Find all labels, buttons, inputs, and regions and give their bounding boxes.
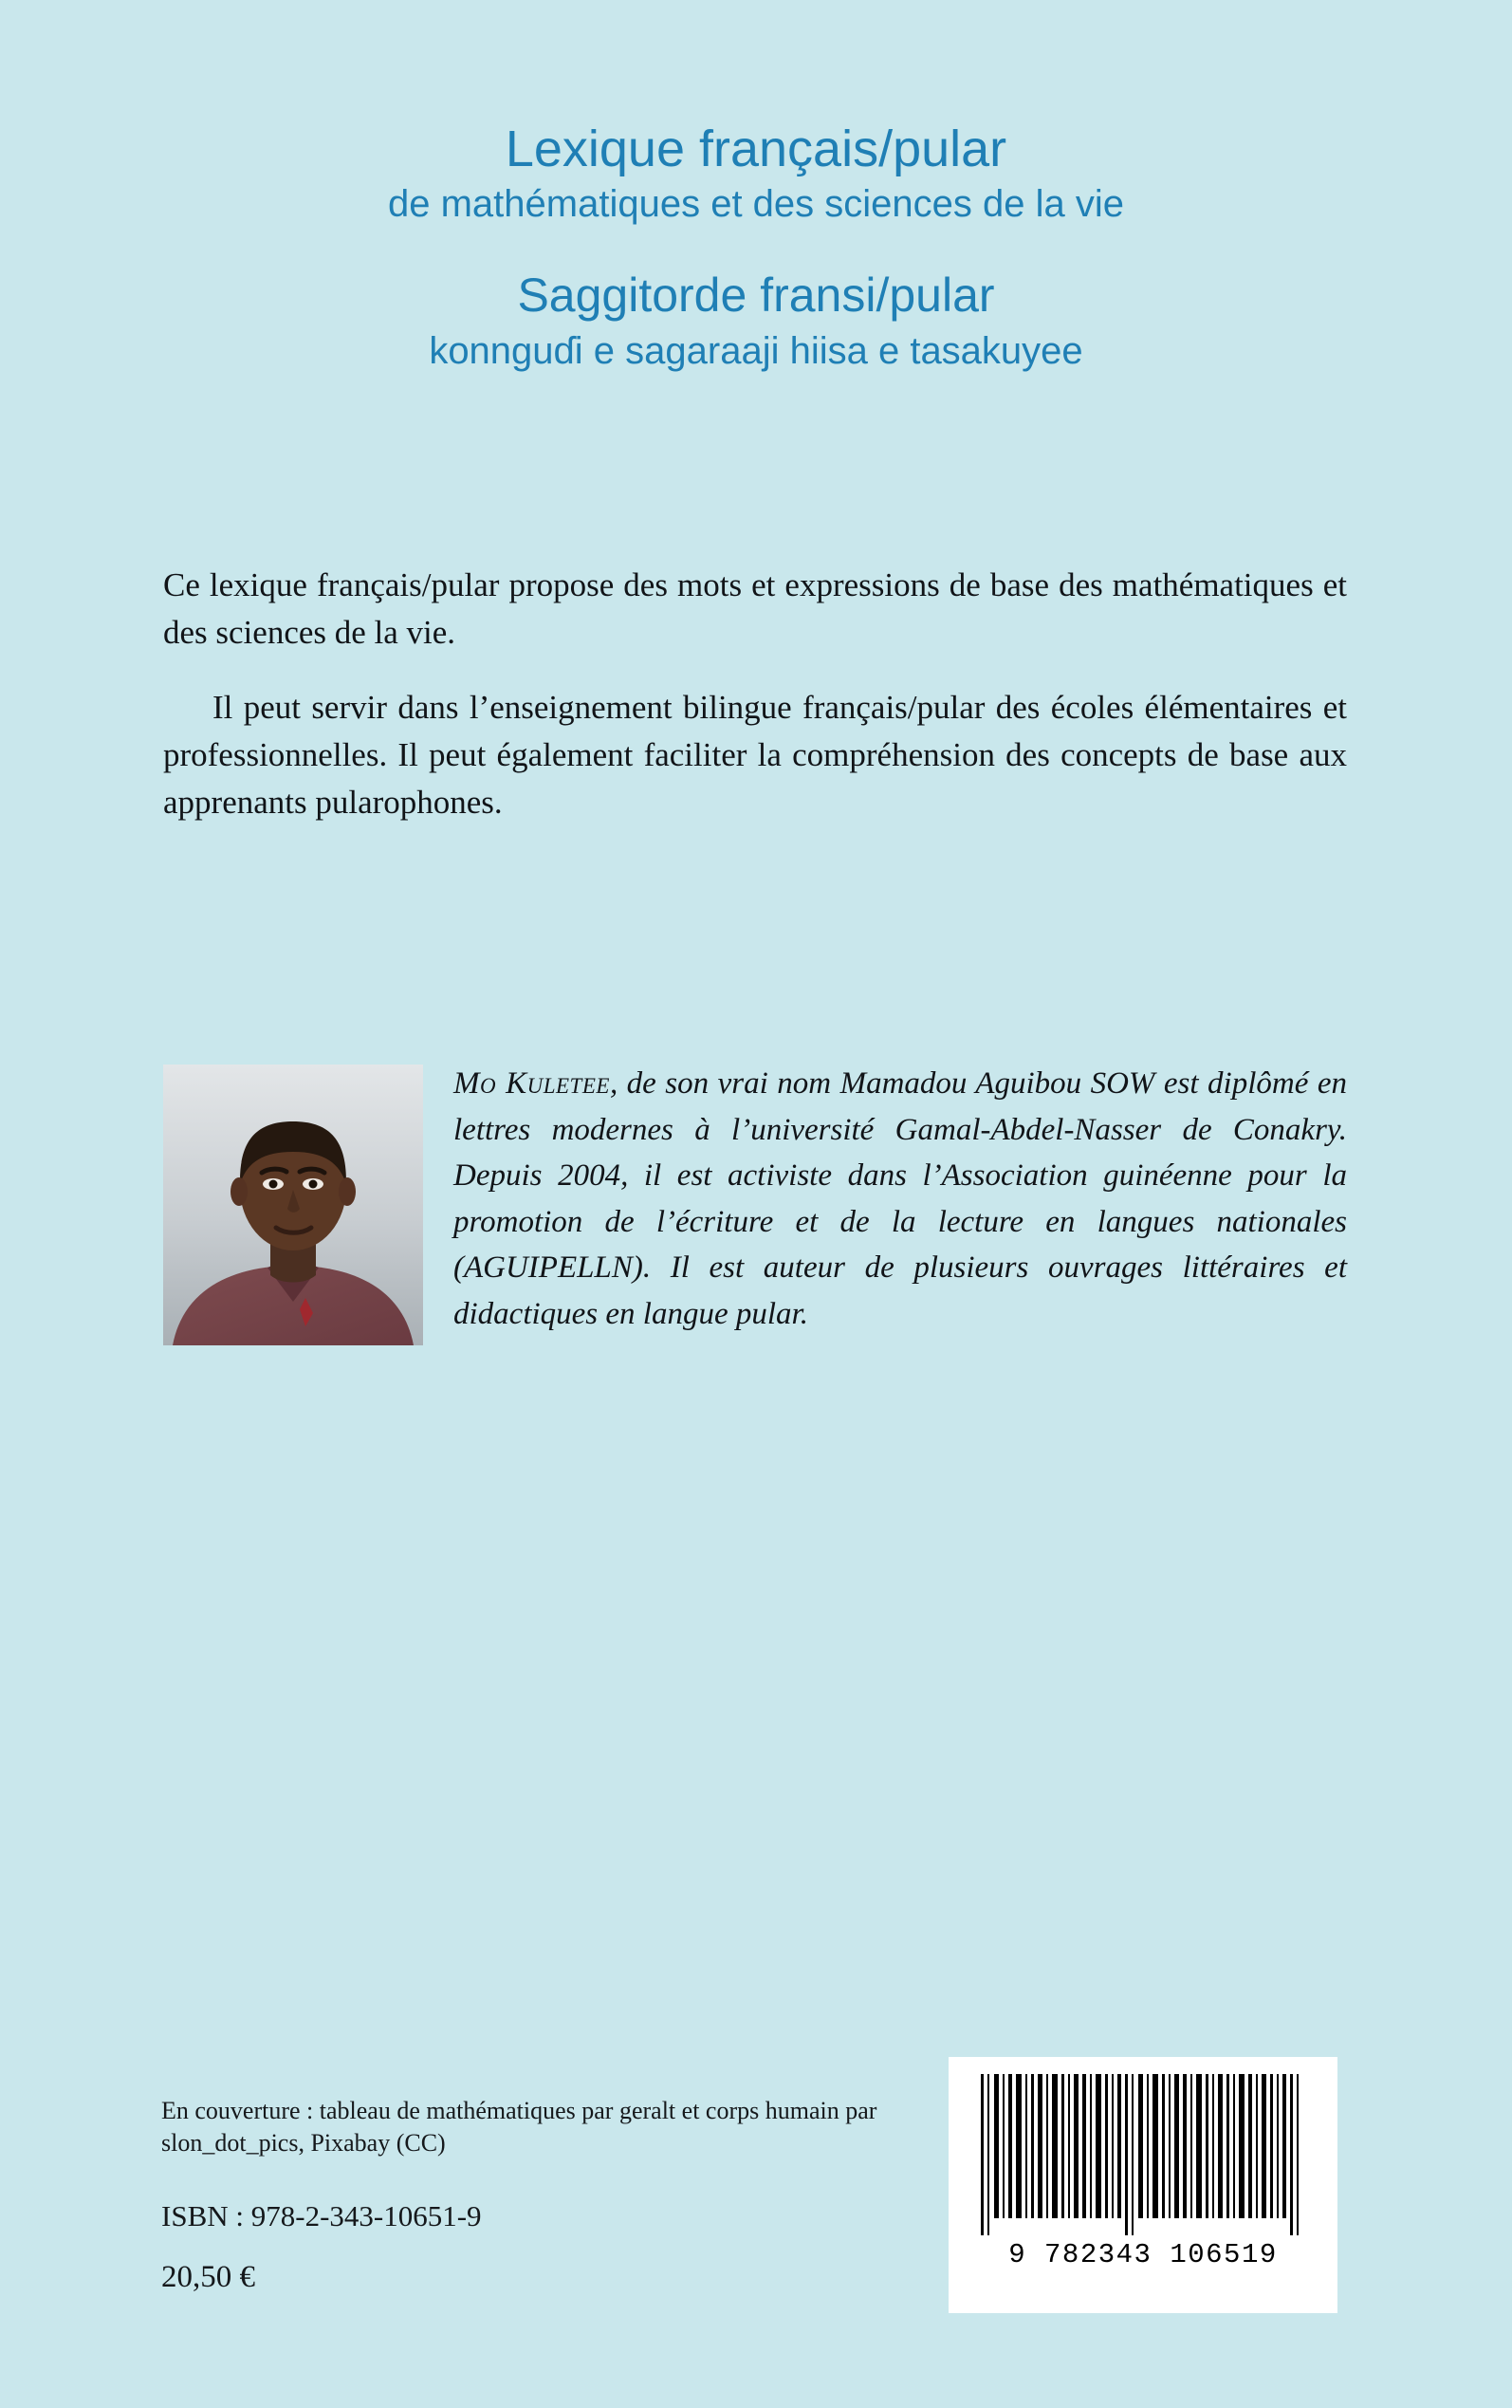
author-bio [453, 1061, 1347, 1337]
blurb-paragraph-1: Ce lexique français/pular propose des mots et expressions de base des mathématiques et des sciences de la vie. [163, 566, 1347, 651]
isbn-text: ISBN : 978-2-343-10651-9 [161, 2199, 482, 2232]
title-block [0, 121, 1512, 375]
blurb-text [163, 562, 1347, 825]
blurb-paragraph-2: Il peut servir dans l’enseignement bilingue français/pular des écoles élémentaires et professionnelles. Il peut également faciliter la compréhension des concepts de base aux apprenants pularophones. [163, 689, 1347, 821]
author-name: Mo Kuletee [453, 1066, 610, 1101]
author-portrait-image [163, 1065, 423, 1345]
price-text: 20,50 € [161, 2260, 255, 2294]
title-pular-sub: konnguɗi e sagaraaji hiisa e tasakuyee [429, 330, 1083, 373]
barcode [949, 2057, 1337, 2313]
author-bio-text: , de son vrai nom Mamadou Aguibou SOW est diplômé en lettres modernes à l’université Gamal-Abdel-Nasser de Conakry. Depuis 2004, il est activiste dans l’Association guinéenne pour la promotion de l’écriture et de la lecture en langues nationales (AGUIPELLN). Il est auteur de plusieurs ouvrages littéraires et didactiques en langue pular. [453, 1066, 1347, 1331]
author-portrait-photo [163, 1065, 423, 1345]
title-pular-main: Saggitorde fransi/pular [517, 269, 995, 323]
barcode-bars-icon [977, 2074, 1309, 2235]
barcode-digits: 9 782343 106519 [1008, 2239, 1278, 2270]
cover-credit-text: En couverture : tableau de mathématiques par geralt et corps humain par slon_dot_pics, Pixabay (CC) [161, 2097, 877, 2158]
title-french-main: Lexique français/pular [505, 120, 1007, 177]
title-french-sub: de mathématiques et des sciences de la vie [388, 183, 1124, 226]
